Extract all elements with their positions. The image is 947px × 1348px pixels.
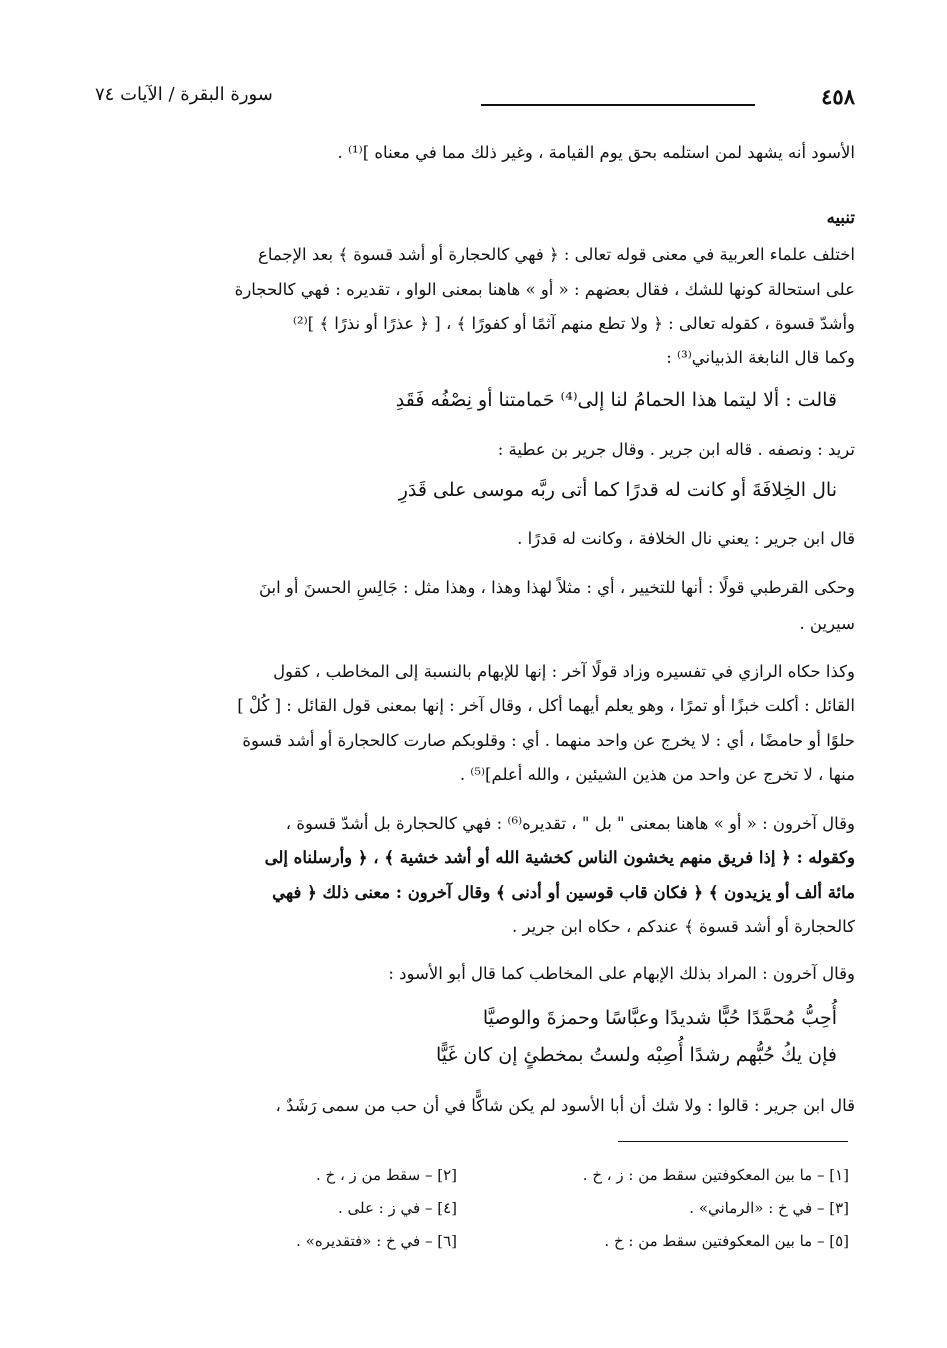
footnote: [٦] – في خ : «فتقديره» . <box>296 1232 457 1250</box>
poetry-verse: فإن يكُ حُبُّهم رشدًا أُصِبْه ولستُ بمخطئٍ إن كان غَيًّا <box>435 1044 837 1066</box>
text-line: تريد : ونصفه . قاله ابن جرير . وقال جرير بن عطية : <box>497 440 855 459</box>
text-line: القائل : أكلت خبزًا أو تمرًا ، وهو يعلم أيهما أكل ، وقال آخر : إنها بمعنى قول القائل : [ كُلْ ] <box>237 696 855 715</box>
page-header <box>95 84 855 114</box>
footnote: [٣] – في خ : «الرماني» . <box>689 1199 849 1217</box>
text-line: وأشدّ قسوة ، كقوله تعالى : ﴿ ولا تطع منهم آثمًا أو كفورًا ﴾ ، [ ﴿ عذرًا أو نذرًا ﴾ ]⁽²⁾ <box>292 314 855 333</box>
poetry-verse: أُحِبُّ مُحمَّدًا حُبًّا شديدًا وعبَّاسًا وحمزةَ والوصيَّا <box>482 1007 837 1029</box>
poetry-verse: قالت : ألا ليتما هذا الحمامُ لنا إلى⁽⁴⁾ حَمامتنا أو نِصْفُه فَقَدِ <box>395 389 837 411</box>
text-line: وكذا حكاه الرازي في تفسيره وزاد قولًا آخر : إنها للإبهام بالنسبة إلى المخاطب ، كقول <box>273 662 855 681</box>
footnote: [١] – ما بين المعكوفتين سقط من : ز ، خ . <box>582 1166 849 1184</box>
poetry-verse: نال الخِلافَةَ أو كانت له قدرًا كما أتى ربَّه موسى على قَدَرِ <box>398 479 837 501</box>
text-line: وكقوله : ﴿ إذا فريق منهم يخشون الناس كخشية الله أو أشد خشية ﴾ ، ﴿ وأرسلناه إلى <box>264 848 855 867</box>
text-line: حلوًا أو حامضًا ، أي : لا يخرج عن واحد منهما . أي : وقلوبكم صارت كالحجارة أو أشد قسوة <box>242 731 855 750</box>
text-line: وحكى القرطبي قولًا : أنها للتخيير ، أي : مثلاً لهذا وهذا ، وهذا مثل : جَالِسِ الحسنَ أو ابنَ <box>258 578 855 597</box>
text-line: قال ابن جرير : قالوا : ولا شك أن أبا الأسود لم يكن شاكًّا في أن حب من سمى رَشَدٌ ، <box>275 1096 855 1115</box>
text-line: سيرين . <box>799 614 855 633</box>
footnote: [٢] – سقط من ز ، خ . <box>315 1166 457 1184</box>
header-rule <box>481 104 755 106</box>
text-line: اختلف علماء العربية في معنى قوله تعالى : ﴿ فهي كالحجارة أو أشد قسوة ﴾ بعد الإجماع <box>258 245 855 264</box>
sura-title: سورة البقرة / الآيات ٧٤ <box>95 84 273 105</box>
text-line: قال ابن جرير : يعني نال الخلافة ، وكانت له قدرًا . <box>517 529 855 548</box>
text-line: وكما قال النابغة الذبياني⁽³⁾ : <box>666 348 855 367</box>
text-line: على استحالة كونها للشك ، فقال بعضهم : « أو » هاهنا بمعنى الواو ، تقديره : فهي كالحجارة <box>234 280 855 299</box>
footnote-rule <box>618 1141 848 1142</box>
section-heading: تنبيه <box>826 208 855 227</box>
text-line: منها ، لا تخرج عن واحد من هذين الشيئين ، والله أعلم]⁽⁵⁾ . <box>459 765 855 784</box>
text-line: وقال آخرون : المراد بذلك الإبهام على المخاطب كما قال أبو الأسود : <box>388 964 855 983</box>
footnote: [٤] – في ز : على . <box>337 1199 457 1217</box>
text-line: مائة ألف أو يزيدون ﴾ ﴿ فكان قاب قوسين أو أدنى ﴾ وقال آخرون : معنى ذلك ﴿ فهي <box>272 883 855 902</box>
text-line: كالحجارة أو أشد قسوة ﴾ عندكم ، حكاه ابن جرير . <box>512 917 855 936</box>
footnote: [٥] – ما بين المعكوفتين سقط من : خ . <box>604 1232 849 1250</box>
page-number: ٤٥٨ <box>821 84 855 109</box>
text-line: الأسود أنه يشهد لمن استلمه بحق يوم القيامة ، وغير ذلك مما في معناه ]⁽¹⁾ . <box>337 143 855 162</box>
text-line: وقال آخرون : « أو » هاهنا بمعنى " بل " ، تقديره⁽⁶⁾ : فهي كالحجارة بل أشدّ قسوة ، <box>285 814 855 833</box>
